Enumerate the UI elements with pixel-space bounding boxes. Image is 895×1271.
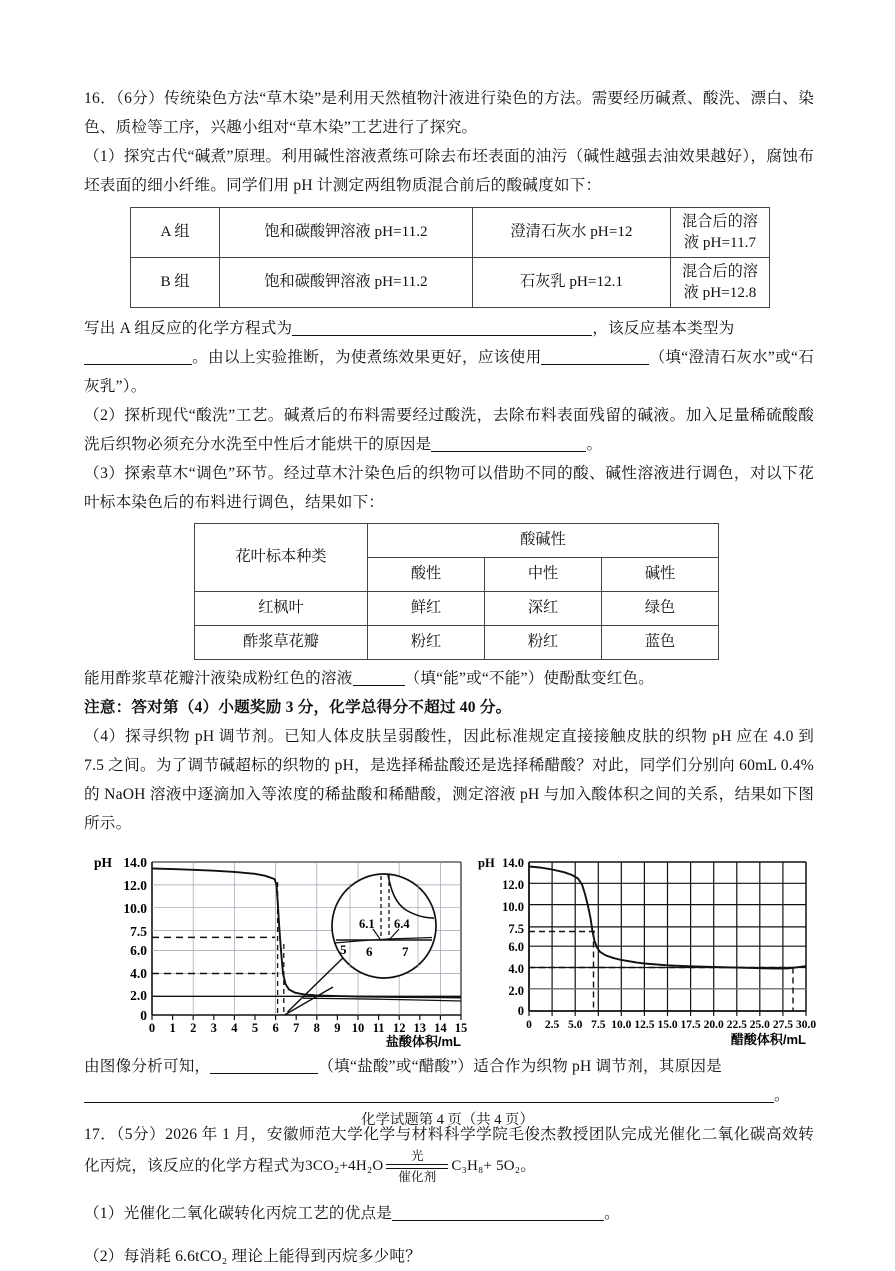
answer-blank-equation[interactable] <box>292 320 592 336</box>
table-row <box>195 592 719 626</box>
substance-a2: 澄清石灰水 pH=12 <box>473 208 671 258</box>
x-axis-title: 盐酸体积/mL <box>385 1034 461 1049</box>
q16-after-table2-text-b: （填“能”或“不能”）使酚酞变红色。 <box>404 670 655 688</box>
condition-catalyst: 催化剂 <box>398 1170 437 1185</box>
svg-text:6.0: 6.0 <box>508 940 524 955</box>
chart-hydrochloric-acid <box>88 848 473 1048</box>
svg-text:12.5: 12.5 <box>634 1019 655 1032</box>
chart-hac-svg <box>476 848 816 1048</box>
y-tick-labels <box>502 856 524 1018</box>
q16-part2-text-b: 。 <box>586 436 603 454</box>
svg-text:12.0: 12.0 <box>123 878 147 894</box>
q16-after-table2-text-a: 能用酢浆草花瓣汁液染成粉红色的溶液 <box>84 670 353 688</box>
svg-text:15: 15 <box>454 1021 468 1036</box>
q17-sub1-tail: 。 <box>604 1204 620 1222</box>
mixture-a: 混合后的溶液 pH=11.7 <box>671 208 770 258</box>
magnifier-label-61: 6.1 <box>359 917 375 932</box>
svg-text:27.5: 27.5 <box>772 1019 793 1032</box>
q16-part2-text-a: （2）探析现代“酸洗”工艺。碱煮后的布料需要经过酸洗，去除布料表面残留的碱液。加入足量稀硫酸酸洗后织物必须充分水洗至中性后才能烘干的原因是 <box>84 407 814 454</box>
svg-text:7: 7 <box>293 1021 300 1036</box>
q17-stem-tail: 。 <box>520 1157 537 1175</box>
svg-text:4: 4 <box>231 1021 238 1036</box>
equation-products: C₃H₈+ 5O₂ <box>451 1158 521 1175</box>
q16-after-table1 <box>84 314 814 401</box>
answer-blank-reaction-type[interactable] <box>84 349 192 365</box>
substance-a1: 饱和碳酸钾溶液 pH=11.2 <box>220 208 473 258</box>
x-tick-labels <box>149 1021 467 1035</box>
svg-text:0: 0 <box>526 1019 532 1032</box>
svg-text:8: 8 <box>313 1021 320 1036</box>
y-axis-title: pH <box>94 855 113 871</box>
svg-text:2.0: 2.0 <box>130 988 147 1004</box>
q16-after-chart-text-b: （填“盐酸”或“醋酸”）适合作为织物 pH 调节剂，其原因是 <box>318 1058 722 1076</box>
y-axis-title: pH <box>478 856 495 871</box>
titration-charts <box>84 848 814 1048</box>
equation-arrow <box>386 1164 448 1169</box>
svg-text:0: 0 <box>140 1008 147 1024</box>
condition-light: 光 <box>411 1149 424 1164</box>
color-adjust-table-wrap <box>194 523 814 660</box>
y-tick-labels <box>123 855 147 1023</box>
q16-after-chart-text-c: 。 <box>774 1087 790 1105</box>
q16-note: 注意：答对第（4）小题奖励 3 分，化学总得分不超过 40 分。 <box>84 699 512 717</box>
color-2-basic: 蓝色 <box>602 626 719 660</box>
svg-text:9: 9 <box>334 1021 341 1036</box>
color-1-acidic: 鲜红 <box>368 592 485 626</box>
svg-text:4.0: 4.0 <box>130 966 147 982</box>
reference-lines <box>152 937 275 973</box>
chart-hcl-svg <box>88 848 473 1048</box>
column-header-acidity: 酸碱性 <box>368 524 719 558</box>
svg-text:5.0: 5.0 <box>568 1019 583 1032</box>
table-row <box>131 258 770 308</box>
reference-lines <box>529 932 793 1012</box>
svg-text:14: 14 <box>434 1021 447 1036</box>
q16-stem: 16．（6分）传统染色方法“草木染”是利用天然植物汁液进行染色的方法。需要经历碱煮、酸洗、漂白、染色、质检等工序，兴趣小组对“草木染”工艺进行了探究。 <box>84 90 814 136</box>
svg-text:2.5: 2.5 <box>544 1019 560 1032</box>
substance-b1: 饱和碳酸钾溶液 pH=11.2 <box>220 258 473 308</box>
color-1-basic: 绿色 <box>602 592 719 626</box>
svg-text:7.5: 7.5 <box>508 922 524 937</box>
answer-blank-advantage[interactable] <box>392 1205 604 1221</box>
table-header-row <box>195 524 719 558</box>
svg-text:10: 10 <box>351 1021 365 1036</box>
svg-text:14.0: 14.0 <box>123 855 147 871</box>
svg-text:2: 2 <box>190 1021 197 1036</box>
color-2-acidic: 粉红 <box>368 626 485 660</box>
q17-sub2: （2）每消耗 6.6tCO₂ 理论上能得到丙烷多少吨？ <box>84 1247 422 1265</box>
svg-text:12: 12 <box>392 1021 406 1036</box>
x-tick-labels <box>526 1019 816 1031</box>
q17-stem-text: 17．（5分）2026 年 1 月，安徽师范大学化学与材料科学学院毛俊杰教授团队完成光催化二氧化碳高效转化丙烷，该反应的化学方程式为 <box>84 1126 814 1175</box>
svg-text:22.5: 22.5 <box>726 1019 747 1032</box>
subheader-neutral: 中性 <box>485 558 602 592</box>
answer-blank-acid-choice[interactable] <box>210 1058 318 1074</box>
table-row <box>195 626 719 660</box>
svg-text:13: 13 <box>413 1021 427 1036</box>
q16-after-chart-text-a: 由图像分析可知， <box>84 1058 211 1076</box>
svg-text:4.0: 4.0 <box>508 962 524 977</box>
magnifier-tick-6: 6 <box>366 944 373 960</box>
subheader-acidic: 酸性 <box>368 558 485 592</box>
color-2-neutral: 粉红 <box>485 626 602 660</box>
hcl-curve-secondary <box>303 998 461 1001</box>
ph-measurement-table-wrap <box>130 207 814 308</box>
page-content <box>84 84 814 1271</box>
q16-after-table2 <box>84 664 814 693</box>
q16-part2 <box>84 401 814 459</box>
svg-text:2.0: 2.0 <box>508 984 524 999</box>
x-axis-title: 醋酸体积/mL <box>730 1032 806 1048</box>
q16-part1-intro: （1）探究古代“碱煮”原理。利用碱性溶液煮练可除去布坯表面的油污（碱性越强去油效果越好），腐蚀布坯表面的细小纤维。同学们用 pH 计测定两组物质混合前后的酸碱度如下： <box>84 148 814 194</box>
page-footer: 化学试题第 4 页（共 4 页） <box>361 1112 534 1128</box>
answer-blank-acid-reason[interactable] <box>84 1087 774 1103</box>
svg-text:30.0: 30.0 <box>795 1019 816 1032</box>
q16-part3-intro: （3）探索草木“调色”环节。经过草木汁染色后的织物可以借助不同的酸、碱性溶液进行调色，对以下花叶标本染色后的布料进行调色，结果如下： <box>84 465 814 512</box>
q16-after-table1-text-b: ，该反应基本类型为 <box>592 320 735 338</box>
equation-conditions <box>386 1149 448 1185</box>
svg-text:7.5: 7.5 <box>130 924 147 940</box>
svg-text:20.0: 20.0 <box>703 1019 724 1032</box>
svg-text:1: 1 <box>169 1021 176 1036</box>
magnifier-tick-5: 5 <box>340 942 347 958</box>
magnifier-circle <box>332 874 436 978</box>
ph-measurement-table <box>130 207 770 308</box>
chemical-equation <box>305 1149 520 1185</box>
svg-text:25.0: 25.0 <box>749 1019 770 1032</box>
q17-sub1-text: （1）光催化二氧化碳转化丙烷工艺的优点是 <box>84 1204 393 1222</box>
answer-blank-choice-lime[interactable] <box>541 349 649 365</box>
svg-text:10.0: 10.0 <box>502 900 524 915</box>
specimen-name-2: 酢浆草花瓣 <box>195 626 368 660</box>
q16-after-table1-text-a: 写出 A 组反应的化学方程式为 <box>84 320 293 338</box>
svg-text:12.0: 12.0 <box>502 878 524 893</box>
svg-text:7.5: 7.5 <box>591 1019 606 1032</box>
svg-text:11: 11 <box>372 1021 385 1036</box>
svg-text:0: 0 <box>517 1004 524 1019</box>
q16-after-table1-text-d: （填“澄清石灰水”或“石灰乳”）。 <box>84 349 814 396</box>
table-row <box>131 208 770 258</box>
svg-text:6.0: 6.0 <box>130 943 147 959</box>
svg-text:10.0: 10.0 <box>123 901 147 917</box>
color-1-neutral: 深红 <box>485 592 602 626</box>
group-label-b: B 组 <box>131 258 220 308</box>
answer-blank-wash-reason[interactable] <box>431 436 586 452</box>
q16-after-table1-text-c: 。由以上实验推断，为使煮练效果更好，应该使用 <box>192 349 542 367</box>
mixture-b: 混合后的溶液 pH=12.8 <box>671 258 770 308</box>
group-label-a: A 组 <box>131 208 220 258</box>
subheader-basic: 碱性 <box>602 558 719 592</box>
equation-reactants: 3CO₂+4H₂O <box>305 1158 384 1175</box>
svg-text:14.0: 14.0 <box>502 856 524 871</box>
q16-part4-intro: （4）探寻织物 pH 调节剂。已知人体皮肤呈弱酸性，因此标准规定直接接触皮肤的织物 pH 应在 4.0 到 7.5 之间。为了调节碱超标的织物的 pH，是选择稀盐酸还是选择稀醋酸？对此，同学们分别向 60mL 0.4%的 NaOH 溶液中逐滴加入等浓度的稀盐酸和稀醋酸，测定溶液 pH 与加入酸体积之间的关系，结果如下图所示。 <box>84 728 814 833</box>
magnifier-leader <box>285 951 351 1015</box>
svg-text:6: 6 <box>272 1021 279 1036</box>
q17-sub1 <box>84 1199 814 1228</box>
substance-b2: 石灰乳 pH=12.1 <box>473 258 671 308</box>
svg-text:15.0: 15.0 <box>657 1019 678 1032</box>
column-header-specimen: 花叶标本种类 <box>195 524 368 592</box>
q17-stem <box>84 1120 814 1185</box>
svg-text:3: 3 <box>210 1021 217 1036</box>
magnifier-label-64: 6.4 <box>394 917 410 932</box>
svg-text:0: 0 <box>148 1021 156 1036</box>
color-adjust-table <box>194 523 719 660</box>
q16-after-chart <box>84 1052 814 1110</box>
answer-blank-phenolphthalein[interactable] <box>353 670 405 686</box>
magnifier-tick-7: 7 <box>402 944 409 960</box>
chart-acetic-acid <box>476 848 816 1048</box>
specimen-name-1: 红枫叶 <box>195 592 368 626</box>
svg-text:10.0: 10.0 <box>611 1019 632 1032</box>
svg-text:5: 5 <box>251 1021 259 1036</box>
svg-text:17.5: 17.5 <box>680 1019 701 1032</box>
